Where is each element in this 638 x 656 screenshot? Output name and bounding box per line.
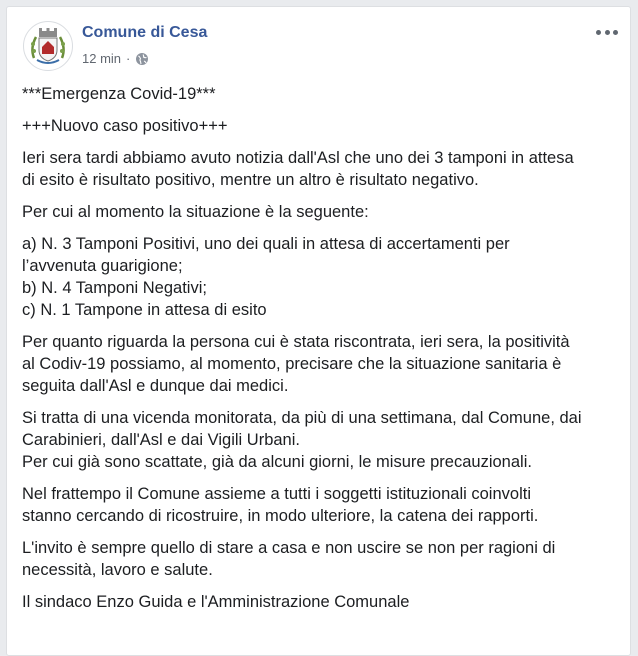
post-text-line: +++Nuovo caso positivo+++ [22,117,228,135]
post-text-line: Ieri sera tardi abbiamo avuto notizia dall'Asl che uno dei 3 tamponi in attesa [22,149,574,167]
more-dot [613,30,618,35]
post-paragraph [22,591,622,613]
crest-icon [24,22,72,70]
page-name-link[interactable]: Comune di Cesa [82,24,208,41]
post-paragraph [22,331,622,397]
post-text-line: a) N. 3 Tamponi Positivi, uno dei quali in attesa di accertamenti per [22,235,510,253]
post-text-line: al Codiv-19 possiamo, al momento, precisare che la situazione sanitaria è [22,355,562,373]
post-text-line: Si tratta di una vicenda monitorata, da più di una settimana, dal Comune, dai [22,409,582,427]
post-text-line: l’avvenuta guarigione; [22,257,183,275]
post-meta [82,51,149,66]
post-text-line: b) N. 4 Tamponi Negativi; [22,279,207,297]
post-paragraph [22,483,622,527]
post-text-line: Il sindaco Enzo Guida e l'Amministrazione Comunale [22,593,410,611]
post-paragraph [22,147,622,191]
post-paragraph [22,233,622,321]
post-text-line: Carabinieri, dall'Asl e dai Vigili Urbani. [22,431,300,449]
post-paragraph [22,201,622,223]
post-text-line: ***Emergenza Covid-19*** [22,85,216,103]
post-text-line: Per cui già sono scattate, già da alcuni giorni, le misure precauzionali. [22,453,532,471]
post-paragraph [22,83,622,105]
post-card [6,6,631,656]
post-paragraph [22,115,622,137]
post-text [22,83,622,623]
post-text-line: Per cui al momento la situazione è la seguente: [22,203,369,221]
post-text-line: stanno cercando di ricostruire, in modo ulteriore, la catena dei rapporti. [22,507,539,525]
globe-icon[interactable] [135,52,149,66]
post-text-line: necessità, lavoro e salute. [22,561,213,579]
post-text-line: L'invito è sempre quello di stare a casa e non uscire se non per ragioni di [22,539,556,557]
more-dot [596,30,601,35]
more-options-icon[interactable] [596,27,618,37]
meta-separator: · [126,51,131,66]
post-text-line: Nel frattempo il Comune assieme a tutti i soggetti istituzionali coinvolti [22,485,531,503]
post-paragraph [22,407,622,473]
more-dot [605,30,610,35]
post-text-line: di esito è risultato positivo, mentre un altro è risultato negativo. [22,171,479,189]
timestamp-link[interactable]: 12 min [82,51,122,66]
post-text-line: Per quanto riguarda la persona cui è stata riscontrata, ieri sera, la positività [22,333,570,351]
page-avatar[interactable] [23,21,73,71]
post-paragraph [22,537,622,581]
post-text-line: seguita dall'Asl e dunque dai medici. [22,377,289,395]
post-text-line: c) N. 1 Tampone in attesa di esito [22,301,267,319]
